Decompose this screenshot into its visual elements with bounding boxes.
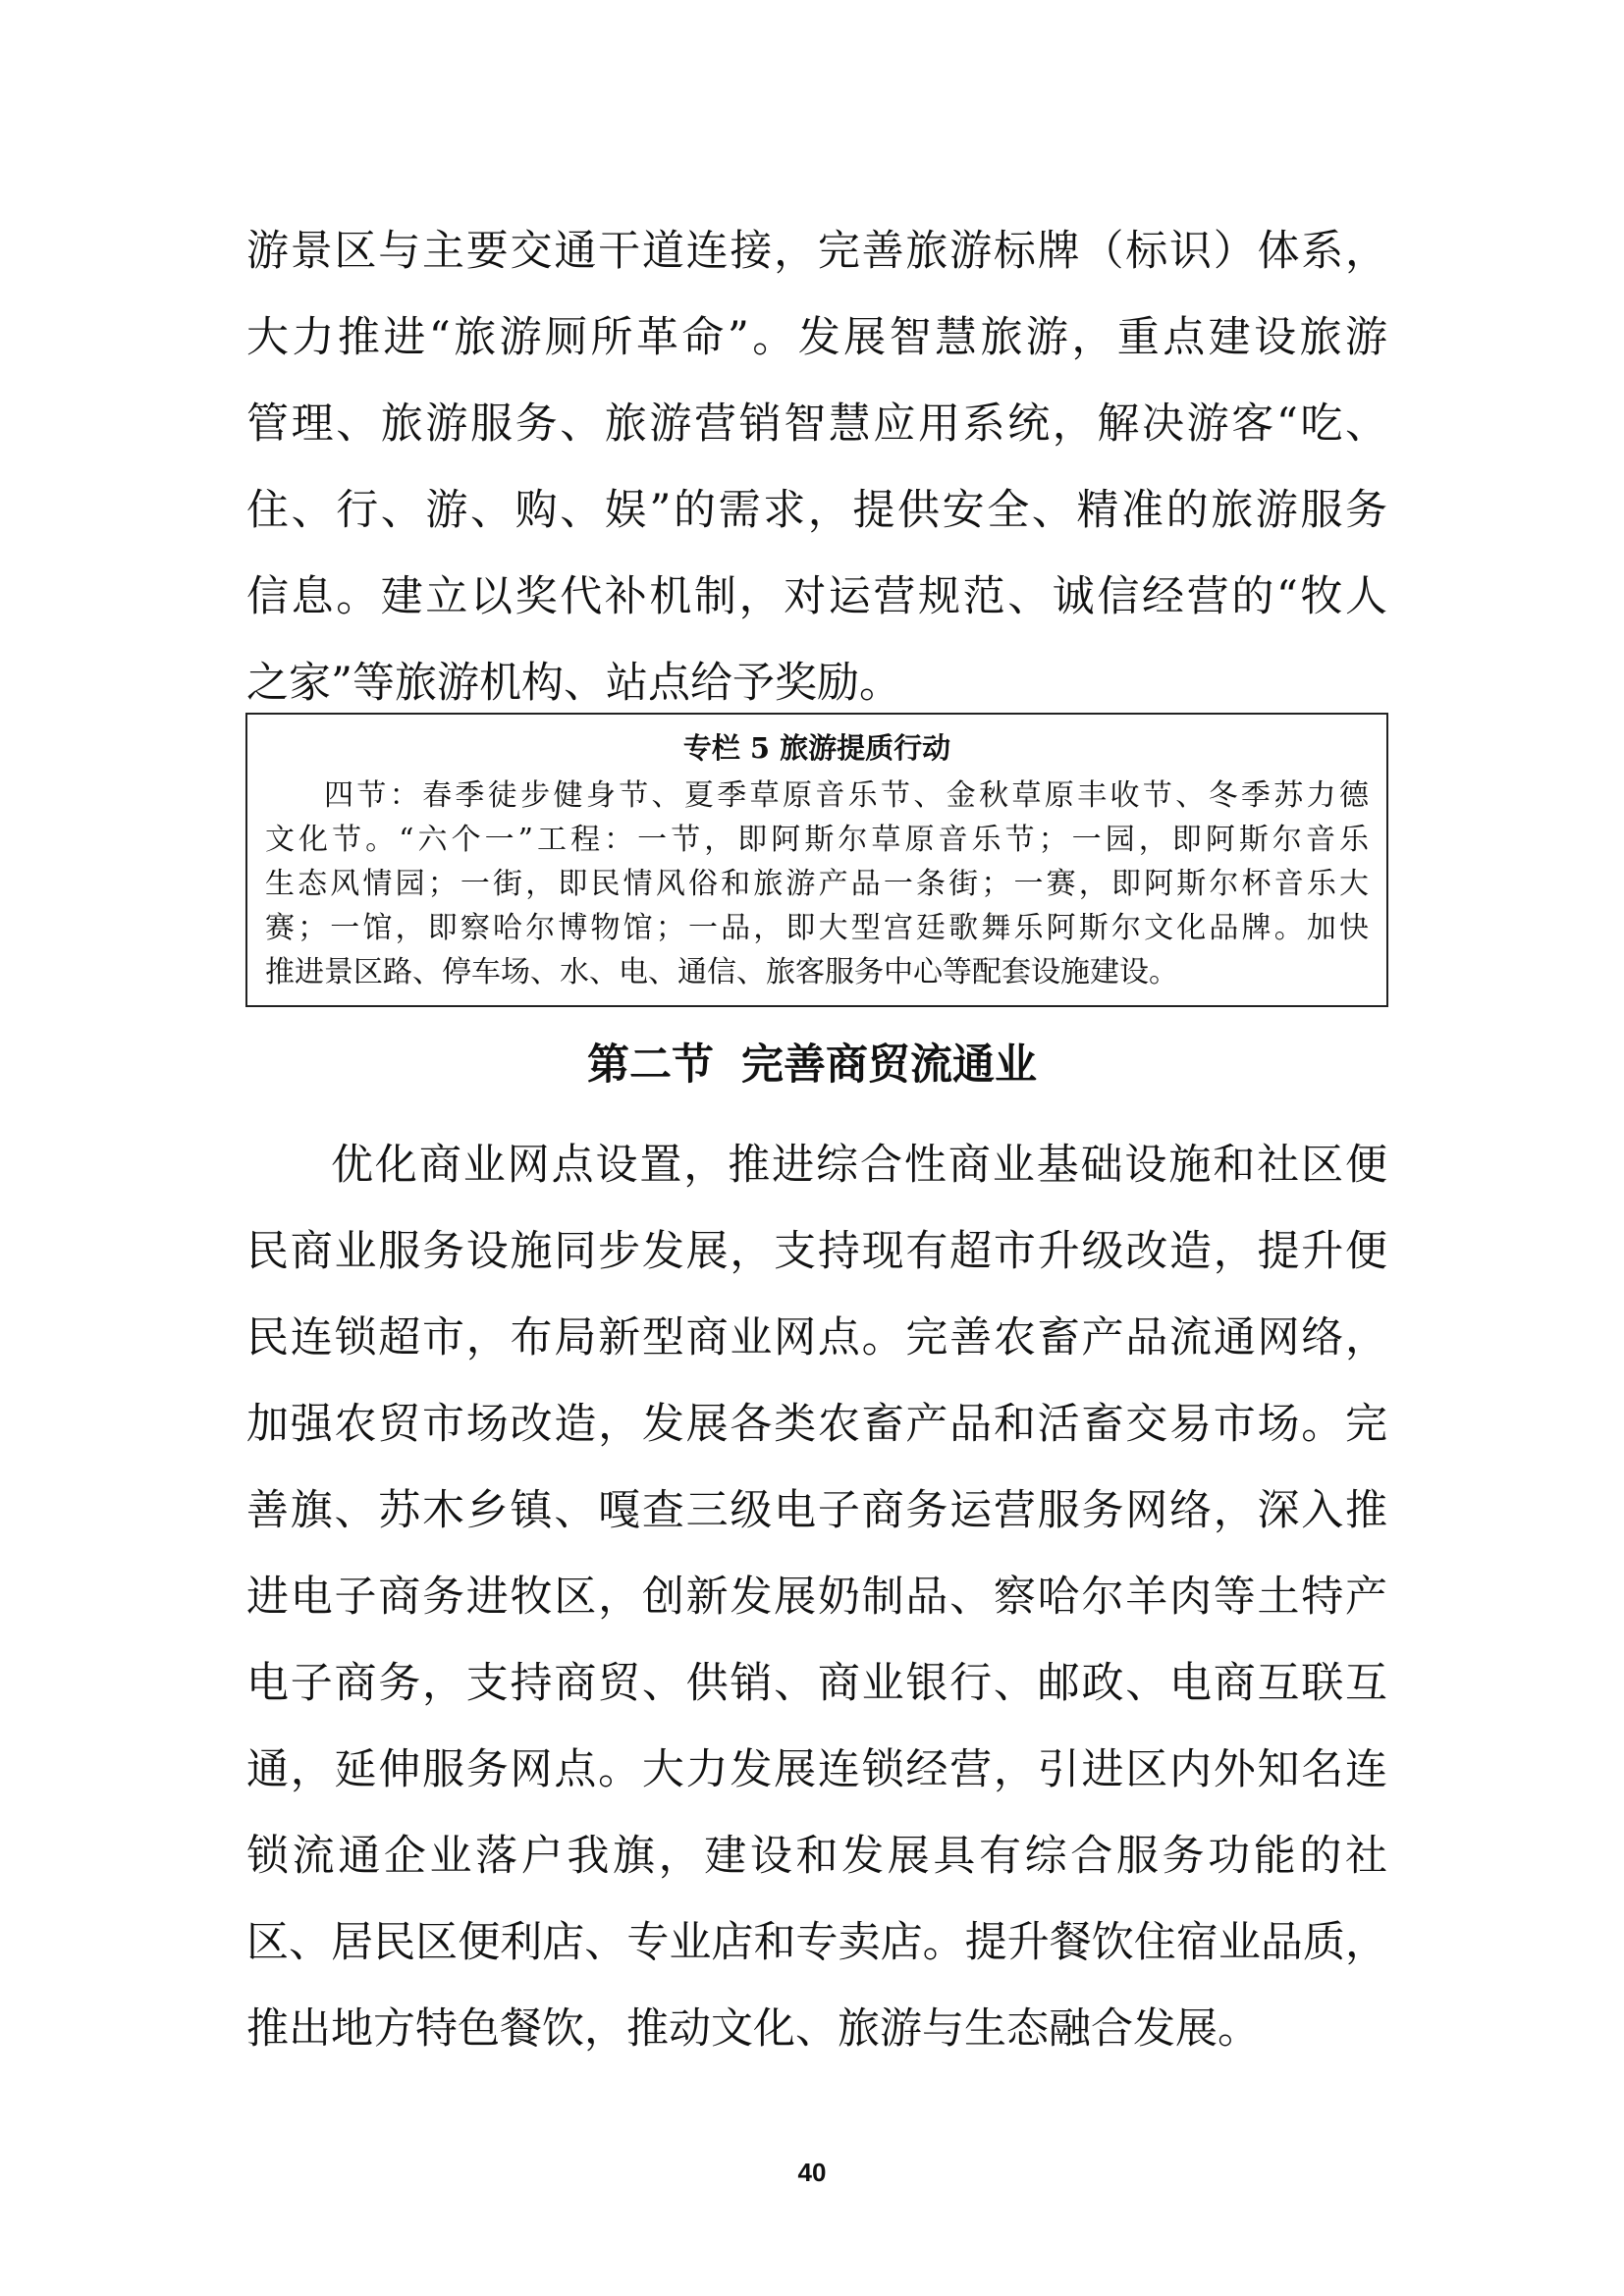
page-number: 40 bbox=[797, 2158, 827, 2187]
paragraph-line: 管理、旅游服务、旅游营销智慧应用系统，解决游客“吃、 bbox=[246, 400, 1387, 449]
paragraph-line: 推出地方特色餐饮，推动文化、旅游与生态融合发展。 bbox=[246, 2004, 1260, 2054]
paragraph-line: 电子商务，支持商贸、供销、商业银行、邮政、电商互联互 bbox=[246, 1659, 1387, 1708]
paragraph-line: 大力推进“旅游厕所革命”。发展智慧旅游，重点建设旅游 bbox=[246, 313, 1387, 362]
section-title: 完善商贸流通业 bbox=[741, 1041, 1037, 1090]
paragraph-line: 民商业服务设施同步发展，支持现有超市升级改造，提升便 bbox=[246, 1227, 1387, 1276]
paragraph-line: 住、行、游、购、娱”的需求，提供安全、精准的旅游服务 bbox=[246, 486, 1387, 535]
sidebar-line: 文化节。“六个一”工程：一节，即阿斯尔草原音乐节；一园，即阿斯尔音乐 bbox=[265, 823, 1369, 857]
paragraph-line: 加强农贸市场改造，发展各类农畜产品和活畜交易市场。完 bbox=[246, 1400, 1387, 1449]
paragraph-line: 之家”等旅游机构、站点给予奖励。 bbox=[246, 659, 901, 708]
paragraph-line: 区、居民区便利店、专业店和专卖店。提升餐饮住宿业品质， bbox=[246, 1918, 1387, 1967]
sidebar-line: 生态风情园；一街，即民情风俗和旅游产品一条街；一赛，即阿斯尔杯音乐大 bbox=[265, 867, 1369, 901]
sidebar-line: 推进景区路、停车场、水、电、通信、旅客服务中心等配套设施建设。 bbox=[265, 955, 1178, 989]
sidebar-line: 四节：春季徒步健身节、夏季草原音乐节、金秋草原丰收节、冬季苏力德 bbox=[324, 778, 1369, 813]
paragraph-line: 锁流通企业落户我旗，建设和发展具有综合服务功能的社 bbox=[246, 1832, 1387, 1881]
section-number: 第二节 bbox=[587, 1041, 714, 1090]
sidebar-line: 赛；一馆，即察哈尔博物馆；一品，即大型宫廷歌舞乐阿斯尔文化品牌。加快 bbox=[265, 911, 1369, 945]
paragraph-line: 通，延伸服务网点。大力发展连锁经营，引进区内外知名连 bbox=[246, 1745, 1387, 1794]
paragraph-line: 优化商业网点设置，推进综合性商业基础设施和社区便 bbox=[331, 1141, 1387, 1190]
sidebar-title: 专栏 5 旅游提质行动 bbox=[682, 731, 951, 765]
paragraph-tourism-infrastructure bbox=[246, 208, 1387, 726]
paragraph-line: 进电子商务进牧区，创新发展奶制品、察哈尔羊肉等土特产 bbox=[246, 1573, 1387, 1622]
paragraph-line: 民连锁超市，布局新型商业网点。完善农畜产品流通网络， bbox=[246, 1313, 1387, 1362]
paragraph-commerce bbox=[246, 1122, 1387, 2072]
paragraph-line: 游景区与主要交通干道连接，完善旅游标牌（标识）体系， bbox=[246, 227, 1387, 276]
paragraph-line: 善旗、苏木乡镇、嘎查三级电子商务运营服务网络，深入推 bbox=[246, 1486, 1387, 1535]
section-heading bbox=[0, 1031, 1624, 1099]
sidebar-box-tourism-action bbox=[245, 713, 1388, 1007]
paragraph-line: 信息。建立以奖代补机制，对运营规范、诚信经营的“牧人 bbox=[246, 572, 1387, 621]
